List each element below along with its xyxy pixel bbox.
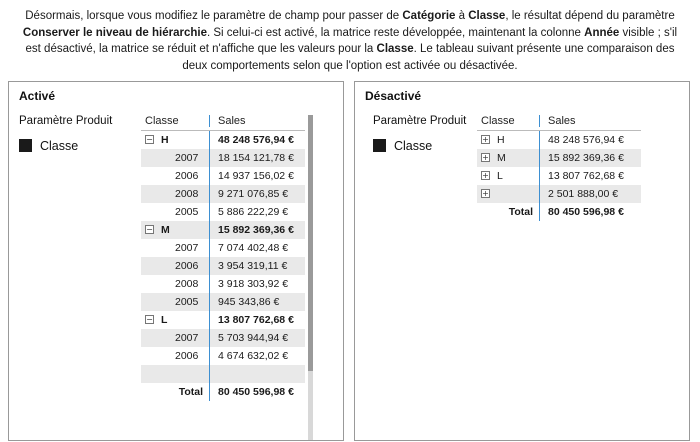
row-value: 14 937 156,02 € xyxy=(209,167,305,185)
row-header-cell[interactable] xyxy=(477,134,539,146)
row-header-cell[interactable] xyxy=(477,152,539,164)
collapse-toggle-icon[interactable]: − xyxy=(146,314,153,324)
matrix-left-rows xyxy=(141,131,305,441)
row-header-cell[interactable] xyxy=(141,278,209,290)
table-row[interactable] xyxy=(141,221,305,239)
row-label: M xyxy=(497,151,506,164)
field-pane-left xyxy=(9,115,141,441)
row-value: 48 248 576,94 € xyxy=(209,131,305,149)
row-header-cell[interactable] xyxy=(141,134,209,146)
row-value: 3 918 303,92 € xyxy=(209,275,305,293)
matrix-right-col-sales[interactable]: Sales xyxy=(539,115,637,127)
matrix-left-col-classe[interactable]: Classe xyxy=(145,114,179,127)
table-row-partial[interactable] xyxy=(141,365,305,383)
matrix-left-scroll-thumb[interactable] xyxy=(308,115,313,371)
row-label: H xyxy=(161,133,169,146)
row-header-cell[interactable] xyxy=(141,296,209,308)
intro-bold-classe-2: Classe xyxy=(376,43,414,56)
table-row[interactable] xyxy=(141,203,305,221)
row-label: 2005 xyxy=(175,205,199,218)
field-item-label-left: Classe xyxy=(40,138,79,153)
table-row[interactable] xyxy=(141,293,305,311)
intro-text-5: visible ; s'il est désactivé, la matrice se réduit et n'affiche que les valeurs pour la xyxy=(25,26,678,56)
expand-toggle-icon[interactable]: + xyxy=(482,170,489,180)
square-icon xyxy=(19,139,32,152)
table-row[interactable] xyxy=(477,185,641,203)
row-label: 2006 xyxy=(175,349,199,362)
row-header-cell[interactable] xyxy=(141,350,209,362)
table-row[interactable] xyxy=(141,329,305,347)
row-header-cell[interactable] xyxy=(141,206,209,218)
table-row-total xyxy=(477,203,641,221)
row-header-cell[interactable] xyxy=(477,189,539,198)
intro-text-1: Désormais, lorsque vous modifiez le paramètre de champ pour passer de xyxy=(25,10,403,22)
row-value: 5 703 944,94 € xyxy=(209,329,305,347)
row-label: 2005 xyxy=(175,295,199,308)
row-header-cell[interactable] xyxy=(141,314,209,326)
table-row[interactable] xyxy=(141,239,305,257)
row-value: 13 807 762,68 € xyxy=(209,311,305,329)
matrix-left-wrap xyxy=(141,115,305,441)
table-row[interactable] xyxy=(141,275,305,293)
row-label: 2007 xyxy=(175,151,199,164)
field-item-label-right: Classe xyxy=(394,138,433,153)
matrix-right-col-classe[interactable]: Classe xyxy=(481,114,515,127)
table-row[interactable] xyxy=(477,167,641,185)
table-row[interactable] xyxy=(141,311,305,329)
row-value: 5 886 222,29 € xyxy=(209,203,305,221)
expand-toggle-icon[interactable]: + xyxy=(482,134,489,144)
matrix-left-header xyxy=(141,115,305,131)
row-value: 18 154 121,78 € xyxy=(209,149,305,167)
row-label: H xyxy=(497,133,505,146)
field-pane-left-title: Paramètre Produit xyxy=(19,114,113,127)
panel-disabled-title: Désactivé xyxy=(365,88,422,103)
expand-toggle-icon[interactable]: + xyxy=(482,188,489,198)
panel-disabled xyxy=(354,81,690,441)
panel-enabled-title: Activé xyxy=(19,88,56,103)
row-value: 15 892 369,36 € xyxy=(209,221,305,239)
row-header-cell[interactable] xyxy=(141,260,209,272)
intro-bold-classe-1: Classe xyxy=(468,10,506,22)
intro-text-6: . Le tableau suivant présente une comparaison des deux comportements selon que l'option est activée ou désactivée. xyxy=(182,43,675,73)
row-value: 945 343,86 € xyxy=(209,293,305,311)
field-pane-right xyxy=(355,115,477,221)
panel-enabled-body xyxy=(9,103,343,441)
collapse-toggle-icon[interactable]: − xyxy=(146,134,153,144)
row-label: L xyxy=(161,313,168,326)
panel-enabled xyxy=(8,81,344,441)
table-row[interactable] xyxy=(477,131,641,149)
table-row[interactable] xyxy=(141,257,305,275)
table-row[interactable] xyxy=(141,131,305,149)
row-label: 2007 xyxy=(175,331,199,344)
total-label: Total xyxy=(508,205,533,218)
intro-paragraph xyxy=(0,0,700,81)
square-icon xyxy=(373,139,386,152)
row-value: 48 248 576,94 € xyxy=(539,131,637,149)
row-value: 3 954 319,11 € xyxy=(209,257,305,275)
row-label: 2008 xyxy=(175,277,199,290)
row-value: 7 074 402,48 € xyxy=(209,239,305,257)
total-label: Total xyxy=(178,385,203,398)
row-value xyxy=(209,365,305,383)
row-header-cell[interactable] xyxy=(141,188,209,200)
row-label: 2007 xyxy=(175,241,199,254)
row-label: L xyxy=(497,169,503,182)
total-value: 80 450 596,98 € xyxy=(209,383,305,401)
table-row[interactable] xyxy=(141,149,305,167)
matrix-right-header xyxy=(477,115,641,131)
row-value: 4 674 632,02 € xyxy=(209,347,305,365)
intro-text-4: . Si celui-ci est activé, la matrice reste développée, maintenant la colonne xyxy=(206,26,585,39)
row-label: 2006 xyxy=(175,259,199,272)
matrix-left-scrollbar[interactable] xyxy=(308,115,313,441)
expand-toggle-icon[interactable]: + xyxy=(482,152,489,162)
row-header-cell[interactable] xyxy=(141,332,209,344)
row-header-cell[interactable] xyxy=(477,170,539,182)
table-row[interactable] xyxy=(477,149,641,167)
row-value: 9 271 076,85 € xyxy=(209,185,305,203)
panel-disabled-body xyxy=(355,103,689,221)
field-pane-right-title: Paramètre Produit xyxy=(373,114,467,127)
row-value: 15 892 369,36 € xyxy=(539,149,637,167)
row-header-cell[interactable] xyxy=(141,224,209,236)
row-value: 2 501 888,00 € xyxy=(539,185,637,203)
matrix-right xyxy=(477,115,641,221)
intro-bold-conserver: Conserver le niveau de hiérarchie xyxy=(22,26,207,39)
intro-text-2: à xyxy=(455,10,469,22)
table-row-total xyxy=(141,383,305,401)
table-row[interactable] xyxy=(141,167,305,185)
row-header-cell[interactable] xyxy=(141,152,209,164)
field-item-classe-right[interactable] xyxy=(373,139,477,153)
row-value: 13 807 762,68 € xyxy=(539,167,637,185)
matrix-left-col-sales[interactable]: Sales xyxy=(209,115,305,127)
total-value: 80 450 596,98 € xyxy=(539,203,637,221)
row-header-cell[interactable] xyxy=(141,170,209,182)
row-label: 2008 xyxy=(175,187,199,200)
row-label: M xyxy=(161,223,170,236)
intro-text-3: , le résultat dépend du paramètre xyxy=(505,10,675,22)
table-row[interactable] xyxy=(141,347,305,365)
row-label: 2006 xyxy=(175,169,199,182)
comparison-panels xyxy=(0,81,700,441)
matrix-left xyxy=(141,115,305,441)
intro-bold-categorie: Catégorie xyxy=(402,10,456,22)
matrix-right-wrap xyxy=(477,115,641,221)
row-header-cell[interactable] xyxy=(141,242,209,254)
intro-bold-annee: Année xyxy=(584,26,620,39)
table-row[interactable] xyxy=(141,185,305,203)
field-item-classe-left[interactable] xyxy=(19,139,141,153)
collapse-toggle-icon[interactable]: − xyxy=(146,224,153,234)
